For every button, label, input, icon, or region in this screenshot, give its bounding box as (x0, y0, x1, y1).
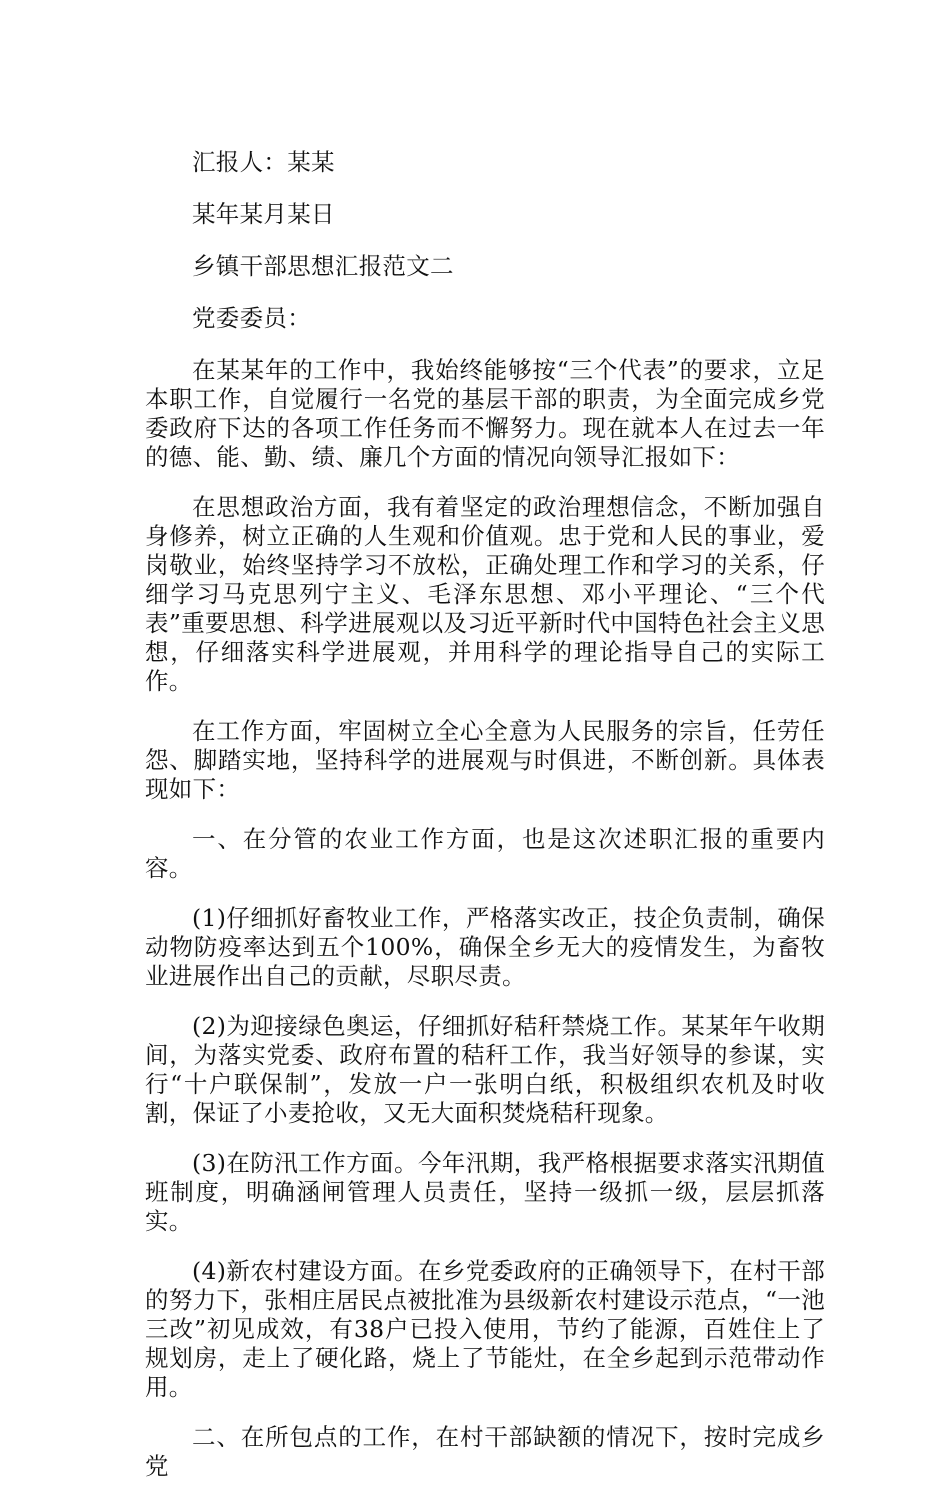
paragraph-political: 在思想政治方面，我有着坚定的政治理想信念，不断加强自身修养，树立正确的人生观和价值观。忠于党和人民的事业，爱岗敬业，始终坚持学习不放松，正确处理工作和学习的关系，仔细学习马克思列宁主义、毛泽东思想、邓小平理论、“三个代表”重要思想、科学进展观以及习近平新时代中国特色社会主义思想，仔细落实科学进展观，并用科学的理论指导自己的实际工作。 (145, 493, 825, 695)
paragraph-item-3: (3)在防汛工作方面。今年汛期，我严格根据要求落实汛期值班制度，明确涵闸管理人员责任，坚持一级抓一级，层层抓落实。 (145, 1149, 825, 1235)
paragraph-item-4: (4)新农村建设方面。在乡党委政府的正确领导下，在村干部的努力下，张相庄居民点被批准为县级新农村建设示范点，“一池三改”初见成效，有38户已投入使用，节约了能源，百姓住上了规划房，走上了硬化路，烧上了节能灶，在全乡起到示范带动作用。 (145, 1257, 825, 1401)
reporter-line: 汇报人：某某 (192, 148, 335, 176)
paragraph-intro: 在某某年的工作中，我始终能够按“三个代表”的要求，立足本职工作，自觉履行一名党的基层干部的职责，为全面完成乡党委政府下达的各项工作任务而不懈努力。现在就本人在过去一年的德、能、勤、绩、廉几个方面的情况向领导汇报如下： (145, 356, 825, 471)
paragraph-item-2: (2)为迎接绿色奥运，仔细抓好秸秆禁烧工作。某某年午收期间，为落实党委、政府布置的秸秆工作，我当好领导的参谋，实行“十户联保制”，发放一户一张明白纸，积极组织农机及时收割，保证了小麦抢收，又无大面积焚烧秸秆现象。 (145, 1012, 825, 1127)
paragraph-work: 在工作方面，牢固树立全心全意为人民服务的宗旨，任劳任怨、脚踏实地，坚持科学的进展观与时俱进，不断创新。具体表现如下： (145, 717, 825, 803)
salutation: 党委委员： (192, 304, 311, 332)
date-line: 某年某月某日 (192, 200, 335, 228)
document-page (145, 148, 825, 1502)
paragraph-section-two: 二、在所包点的工作，在村干部缺额的情况下，按时完成乡党 (145, 1423, 825, 1480)
document-title: 乡镇干部思想汇报范文二 (192, 252, 454, 280)
paragraph-section-one: 一、在分管的农业工作方面，也是这次述职汇报的重要内容。 (145, 825, 825, 882)
paragraph-item-1: (1)仔细抓好畜牧业工作，严格落实改正，技企负责制，确保动物防疫率达到五个100%，确保全乡无大的疫情发生，为畜牧业进展作出自己的贡献，尽职尽责。 (145, 904, 825, 990)
